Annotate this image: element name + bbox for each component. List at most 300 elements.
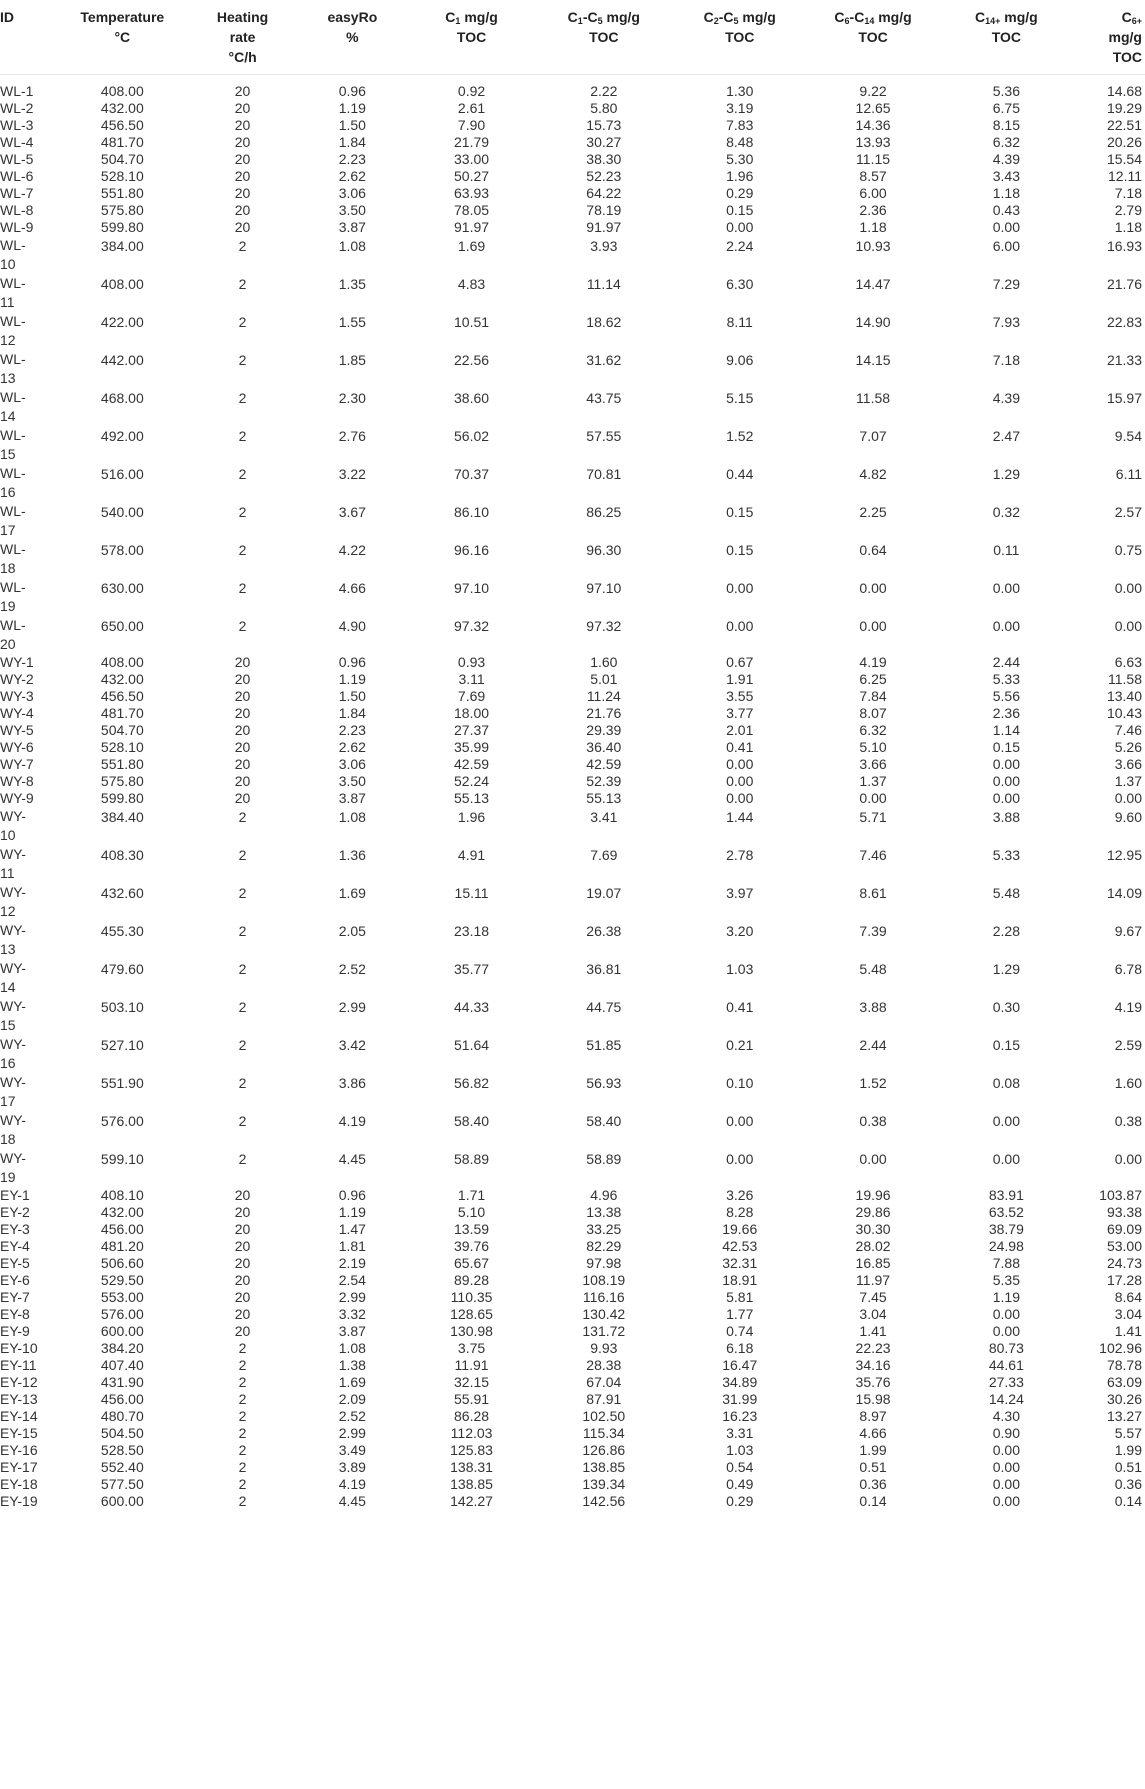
cell-c1: 138.31 xyxy=(450,1458,493,1475)
cell-heating-rate: 20 xyxy=(234,1271,251,1288)
table-row xyxy=(0,845,1145,883)
cell-c2-c5: 1.77 xyxy=(726,1305,754,1322)
cell-temperature: 576.00 xyxy=(100,1305,144,1322)
cell-easyro: 1.35 xyxy=(338,275,366,292)
cell-heating-rate: 2 xyxy=(238,1036,247,1053)
cell-c1-c5: 4.96 xyxy=(590,1186,618,1203)
cell-c2-c5: 0.00 xyxy=(726,218,754,235)
header-line: $C_1-C_5$ mg/g xyxy=(567,9,640,26)
cell-c6-c14: 15.98 xyxy=(855,1390,891,1407)
cell-heating-rate: 2 xyxy=(238,579,247,596)
cell-c6-c14: 29.86 xyxy=(855,1203,891,1220)
cell-c6-c14: 4.82 xyxy=(859,465,887,482)
cell-c1-c5: 86.25 xyxy=(586,503,622,520)
cell-temperature: 504.70 xyxy=(100,721,144,738)
cell-c1: 10.51 xyxy=(454,313,490,330)
cell-heating-rate: 2 xyxy=(238,313,247,330)
cell-id: EY-8 xyxy=(0,1305,30,1322)
cell-easyro: 1.81 xyxy=(338,1237,366,1254)
cell-c6-c14: 0.00 xyxy=(859,579,887,596)
cell-c6plus: 13.27 xyxy=(1106,1407,1142,1424)
cell-temperature: 408.30 xyxy=(100,846,144,863)
table-row xyxy=(0,578,1145,616)
cell-c1: 97.10 xyxy=(454,579,490,596)
table-row xyxy=(0,1073,1145,1111)
cell-easyro: 2.99 xyxy=(338,1288,366,1305)
cell-c6plus: 21.33 xyxy=(1106,351,1142,368)
cell-easyro: 1.69 xyxy=(338,884,366,901)
cell-easyro: 2.62 xyxy=(338,738,366,755)
cell-c6plus: 9.60 xyxy=(1114,808,1142,825)
cell-c6plus: 21.76 xyxy=(1106,275,1142,292)
cell-c6plus: 0.00 xyxy=(1114,617,1142,634)
cell-c6-c14: 2.36 xyxy=(859,201,887,218)
cell-c6-c14: 5.10 xyxy=(859,738,887,755)
cell-c6-c14: 7.07 xyxy=(859,427,887,444)
cell-id: WY-3 xyxy=(0,687,34,704)
cell-c1-c5: 21.76 xyxy=(586,704,622,721)
cell-c6plus: 1.18 xyxy=(1114,218,1142,235)
cell-c14plus: 2.44 xyxy=(992,653,1020,670)
cell-c1-c5: 29.39 xyxy=(586,721,622,738)
cell-id: EY-9 xyxy=(0,1322,30,1339)
cell-c6plus: 2.59 xyxy=(1114,1036,1142,1053)
cell-c14plus: 2.28 xyxy=(992,922,1020,939)
cell-c14plus: 0.00 xyxy=(992,772,1020,789)
cell-heating-rate: 20 xyxy=(234,1220,251,1237)
cell-c14plus: 4.39 xyxy=(992,389,1020,406)
cell-c6-c14: 7.84 xyxy=(859,687,887,704)
cell-easyro: 0.96 xyxy=(338,82,366,99)
cell-id: EY-1 xyxy=(0,1186,30,1203)
cell-heating-rate: 20 xyxy=(234,755,251,772)
cell-id: WY-9 xyxy=(0,789,34,806)
cell-easyro: 0.96 xyxy=(338,1186,366,1203)
cell-c6plus: 0.36 xyxy=(1114,1475,1142,1492)
cell-id: WL- 15 xyxy=(0,426,26,462)
cell-c1: 32.15 xyxy=(454,1373,490,1390)
cell-c6plus: 4.19 xyxy=(1114,998,1142,1015)
header-c6plus xyxy=(1072,0,1145,74)
cell-temperature: 504.50 xyxy=(100,1424,144,1441)
cell-c6plus: 0.00 xyxy=(1114,579,1142,596)
cell-c6-c14: 2.44 xyxy=(859,1036,887,1053)
cell-easyro: 3.50 xyxy=(338,772,366,789)
cell-c1-c5: 55.13 xyxy=(586,789,622,806)
header-line: TOC xyxy=(858,29,888,45)
cell-c6plus: 20.26 xyxy=(1106,133,1142,150)
cell-temperature: 506.60 xyxy=(100,1254,144,1271)
cell-c2-c5: 2.24 xyxy=(726,237,754,254)
cell-temperature: 468.00 xyxy=(100,389,144,406)
cell-c1-c5: 126.86 xyxy=(582,1441,626,1458)
cell-easyro: 3.22 xyxy=(338,465,366,482)
cell-c14plus: 0.00 xyxy=(992,579,1020,596)
cell-heating-rate: 20 xyxy=(234,167,251,184)
cell-c1: 70.37 xyxy=(454,465,490,482)
cell-c2-c5: 0.29 xyxy=(726,1492,754,1509)
cell-c1: 56.82 xyxy=(454,1074,490,1091)
cell-c1-c5: 44.75 xyxy=(586,998,622,1015)
cell-heating-rate: 2 xyxy=(238,1475,247,1492)
cell-c14plus: 6.32 xyxy=(992,133,1020,150)
cell-c14plus: 0.00 xyxy=(992,755,1020,772)
cell-c14plus: 0.43 xyxy=(992,201,1020,218)
cell-c6plus: 15.97 xyxy=(1106,389,1142,406)
cell-temperature: 551.80 xyxy=(100,755,144,772)
table-row xyxy=(0,883,1145,921)
cell-c14plus: 8.15 xyxy=(992,116,1020,133)
table-row xyxy=(0,502,1145,540)
table-row xyxy=(0,1255,1145,1272)
cell-id: WY- 18 xyxy=(0,1111,26,1147)
cell-c6-c14: 9.22 xyxy=(859,82,887,99)
cell-heating-rate: 2 xyxy=(238,1424,247,1441)
cell-temperature: 384.40 xyxy=(100,808,144,825)
table-row xyxy=(0,1442,1145,1459)
header-line: easyRo xyxy=(327,9,378,25)
header-line: TOC xyxy=(725,29,755,45)
cell-temperature: 408.00 xyxy=(100,653,144,670)
cell-temperature: 578.00 xyxy=(100,541,144,558)
cell-easyro: 1.50 xyxy=(338,687,366,704)
cell-id: WL-4 xyxy=(0,133,34,150)
cell-id: WY-7 xyxy=(0,755,34,772)
cell-c6plus: 12.11 xyxy=(1108,167,1142,184)
cell-c14plus: 80.73 xyxy=(988,1339,1024,1356)
cell-easyro: 4.22 xyxy=(338,541,366,558)
cell-heating-rate: 20 xyxy=(234,721,251,738)
table-row xyxy=(0,1272,1145,1289)
cell-heating-rate: 2 xyxy=(238,1112,247,1129)
cell-heating-rate: 20 xyxy=(234,772,251,789)
cell-easyro: 1.85 xyxy=(338,351,366,368)
cell-c14plus: 5.36 xyxy=(992,82,1020,99)
cell-heating-rate: 2 xyxy=(238,237,247,254)
cell-c6plus: 78.78 xyxy=(1106,1356,1142,1373)
cell-temperature: 479.60 xyxy=(100,960,144,977)
cell-id: WL-6 xyxy=(0,167,34,184)
cell-heating-rate: 20 xyxy=(234,116,251,133)
cell-c1-c5: 26.38 xyxy=(586,922,622,939)
table-row xyxy=(0,350,1145,388)
cell-c1: 3.11 xyxy=(458,670,485,687)
cell-c6plus: 63.09 xyxy=(1106,1373,1142,1390)
cell-c1: 23.18 xyxy=(454,922,490,939)
cell-c2-c5: 1.44 xyxy=(726,808,754,825)
header-line: Temperature xyxy=(80,9,165,25)
cell-c6-c14: 14.47 xyxy=(855,275,891,292)
cell-c2-c5: 34.89 xyxy=(722,1373,758,1390)
cell-c2-c5: 0.54 xyxy=(726,1458,754,1475)
cell-id: WL-9 xyxy=(0,218,34,235)
cell-temperature: 407.40 xyxy=(100,1356,144,1373)
table-row xyxy=(0,616,1145,654)
cell-heating-rate: 20 xyxy=(234,687,251,704)
cell-c6-c14: 8.07 xyxy=(859,704,887,721)
cell-c14plus: 2.47 xyxy=(992,427,1020,444)
cell-c1: 7.90 xyxy=(457,116,486,133)
cell-c1: 52.24 xyxy=(454,772,490,789)
cell-c1-c5: 116.16 xyxy=(582,1288,625,1305)
table-row xyxy=(0,274,1145,312)
cell-c14plus: 44.61 xyxy=(988,1356,1024,1373)
table-row xyxy=(0,185,1145,202)
cell-temperature: 650.00 xyxy=(100,617,144,634)
cell-c1-c5: 2.22 xyxy=(590,82,618,99)
table-row xyxy=(0,807,1145,845)
cell-heating-rate: 2 xyxy=(238,1356,247,1373)
cell-c6plus: 10.43 xyxy=(1106,704,1142,721)
cell-easyro: 3.06 xyxy=(338,755,366,772)
cell-c1-c5: 58.89 xyxy=(586,1150,622,1167)
cell-id: EY-12 xyxy=(0,1373,38,1390)
cell-heating-rate: 2 xyxy=(238,1150,247,1167)
cell-c14plus: 7.29 xyxy=(992,275,1020,292)
cell-c1-c5: 36.40 xyxy=(586,738,622,755)
cell-c2-c5: 0.00 xyxy=(726,755,754,772)
cell-c14plus: 0.30 xyxy=(992,998,1020,1015)
cell-c6-c14: 6.00 xyxy=(859,184,887,201)
cell-id: WY-1 xyxy=(0,653,34,670)
cell-c1-c5: 3.93 xyxy=(590,237,618,254)
cell-c1: 15.11 xyxy=(454,884,489,901)
cell-c1: 0.92 xyxy=(457,82,486,99)
cell-id: WL- 11 xyxy=(0,274,26,310)
cell-heating-rate: 2 xyxy=(238,1339,247,1356)
cell-heating-rate: 2 xyxy=(238,541,247,558)
cell-c1: 78.05 xyxy=(454,201,490,218)
cell-c6-c14: 14.15 xyxy=(855,351,891,368)
cell-c1: 0.93 xyxy=(457,653,486,670)
cell-c6-c14: 4.66 xyxy=(859,1424,887,1441)
cell-c6-c14: 8.61 xyxy=(859,884,887,901)
cell-c1: 7.69 xyxy=(457,687,486,704)
cell-c2-c5: 0.29 xyxy=(726,184,754,201)
cell-id: WY- 12 xyxy=(0,883,26,919)
cell-easyro: 2.62 xyxy=(338,167,366,184)
cell-heating-rate: 20 xyxy=(234,99,251,116)
cell-temperature: 456.50 xyxy=(100,116,144,133)
table-row xyxy=(0,739,1145,756)
cell-c14plus: 4.30 xyxy=(992,1407,1020,1424)
cell-heating-rate: 2 xyxy=(238,884,247,901)
cell-id: WY- 15 xyxy=(0,997,26,1033)
cell-temperature: 432.00 xyxy=(100,1203,144,1220)
cell-id: WY- 16 xyxy=(0,1035,26,1071)
cell-c6plus: 16.93 xyxy=(1106,237,1142,254)
cell-c1: 1.71 xyxy=(457,1186,486,1203)
cell-temperature: 408.00 xyxy=(100,82,144,99)
cell-temperature: 600.00 xyxy=(100,1492,144,1509)
cell-heating-rate: 2 xyxy=(238,503,247,520)
cell-c1-c5: 9.93 xyxy=(590,1339,618,1356)
cell-easyro: 0.96 xyxy=(338,653,366,670)
cell-c14plus: 83.91 xyxy=(988,1186,1024,1203)
cell-heating-rate: 2 xyxy=(238,846,247,863)
cell-c14plus: 0.00 xyxy=(992,1322,1020,1339)
table-row xyxy=(0,219,1145,236)
cell-c6plus: 5.26 xyxy=(1114,738,1142,755)
cell-temperature: 528.50 xyxy=(100,1441,144,1458)
cell-id: EY-13 xyxy=(0,1390,38,1407)
cell-heating-rate: 2 xyxy=(238,1492,247,1509)
cell-temperature: 503.10 xyxy=(100,998,144,1015)
cell-c14plus: 1.18 xyxy=(992,184,1020,201)
cell-c2-c5: 18.91 xyxy=(722,1271,758,1288)
cell-id: WL- 13 xyxy=(0,350,26,386)
cell-easyro: 1.08 xyxy=(338,1339,366,1356)
cell-c6-c14: 1.37 xyxy=(859,772,887,789)
cell-c6plus: 6.11 xyxy=(1115,465,1142,482)
cell-c6plus: 1.41 xyxy=(1114,1322,1142,1339)
cell-c6-c14: 8.97 xyxy=(859,1407,887,1424)
cell-c6-c14: 35.76 xyxy=(855,1373,891,1390)
cell-c1-c5: 36.81 xyxy=(586,960,622,977)
cell-temperature: 516.00 xyxy=(100,465,144,482)
cell-c6plus: 9.67 xyxy=(1114,922,1142,939)
header-c1-c5 xyxy=(533,0,674,74)
cell-temperature: 432.00 xyxy=(100,670,144,687)
table-row xyxy=(0,426,1145,464)
cell-easyro: 1.47 xyxy=(338,1220,366,1237)
table-row xyxy=(0,1238,1145,1255)
cell-c1-c5: 28.38 xyxy=(586,1356,622,1373)
cell-c2-c5: 0.10 xyxy=(726,1074,754,1091)
cell-c6-c14: 0.00 xyxy=(859,789,887,806)
cell-c14plus: 0.00 xyxy=(992,1112,1020,1129)
cell-c1: 13.59 xyxy=(454,1220,490,1237)
cell-c2-c5: 16.47 xyxy=(722,1356,758,1373)
cell-c6plus: 22.83 xyxy=(1106,313,1142,330)
cell-c2-c5: 8.28 xyxy=(726,1203,754,1220)
cell-c14plus: 27.33 xyxy=(988,1373,1024,1390)
cell-c6plus: 0.00 xyxy=(1114,789,1142,806)
cell-c6-c14: 3.04 xyxy=(859,1305,887,1322)
cell-c14plus: 0.00 xyxy=(992,617,1020,634)
cell-c6plus: 1.37 xyxy=(1114,772,1142,789)
cell-heating-rate: 2 xyxy=(238,1373,247,1390)
cell-temperature: 599.80 xyxy=(100,789,144,806)
cell-easyro: 1.55 xyxy=(338,313,366,330)
cell-c14plus: 5.33 xyxy=(992,846,1020,863)
cell-heating-rate: 2 xyxy=(238,465,247,482)
cell-c6plus: 1.99 xyxy=(1114,1441,1142,1458)
table-row xyxy=(0,1459,1145,1476)
cell-c14plus: 4.39 xyxy=(992,150,1020,167)
cell-c14plus: 0.32 xyxy=(992,503,1020,520)
cell-c6-c14: 14.90 xyxy=(855,313,891,330)
cell-c1-c5: 131.72 xyxy=(582,1322,626,1339)
cell-c1-c5: 19.07 xyxy=(586,884,622,901)
table-row xyxy=(0,464,1145,502)
cell-c1: 58.89 xyxy=(454,1150,490,1167)
table-row xyxy=(0,1289,1145,1306)
cell-easyro: 2.30 xyxy=(338,389,366,406)
cell-heating-rate: 20 xyxy=(234,1237,251,1254)
cell-c1-c5: 42.59 xyxy=(586,755,622,772)
cell-c1-c5: 15.73 xyxy=(586,116,622,133)
header-c2-c5 xyxy=(674,0,805,74)
cell-c2-c5: 5.81 xyxy=(726,1288,754,1305)
cell-id: EY-19 xyxy=(0,1492,38,1509)
cell-id: EY-6 xyxy=(0,1271,30,1288)
table-row xyxy=(0,1221,1145,1238)
cell-id: EY-2 xyxy=(0,1203,30,1220)
cell-temperature: 527.10 xyxy=(100,1036,144,1053)
table-row xyxy=(0,151,1145,168)
cell-heating-rate: 20 xyxy=(234,670,251,687)
cell-c1-c5: 78.19 xyxy=(586,201,622,218)
table-row xyxy=(0,790,1145,807)
cell-temperature: 408.10 xyxy=(100,1186,144,1203)
table-row xyxy=(0,540,1145,578)
cell-c1-c5: 91.97 xyxy=(586,218,622,235)
table-row xyxy=(0,134,1145,151)
table-row xyxy=(0,312,1145,350)
cell-c6-c14: 19.96 xyxy=(855,1186,891,1203)
cell-c14plus: 0.00 xyxy=(992,218,1020,235)
header-line: % xyxy=(346,29,359,45)
cell-c6-c14: 2.25 xyxy=(859,503,887,520)
cell-c14plus: 5.56 xyxy=(992,687,1020,704)
cell-c1: 39.76 xyxy=(454,1237,490,1254)
cell-heating-rate: 20 xyxy=(234,704,251,721)
header-line: TOC xyxy=(1112,49,1142,65)
cell-c1-c5: 96.30 xyxy=(586,541,622,558)
cell-heating-rate: 20 xyxy=(234,1186,251,1203)
cell-c6-c14: 7.45 xyxy=(859,1288,887,1305)
cell-c2-c5: 42.53 xyxy=(722,1237,758,1254)
cell-c6-c14: 14.36 xyxy=(855,116,891,133)
cell-c2-c5: 0.00 xyxy=(726,1150,754,1167)
cell-temperature: 481.70 xyxy=(100,133,144,150)
cell-temperature: 456.00 xyxy=(100,1220,144,1237)
cell-c1: 21.79 xyxy=(454,133,490,150)
cell-easyro: 1.08 xyxy=(338,808,366,825)
cell-c6plus: 6.78 xyxy=(1114,960,1142,977)
cell-c6plus: 5.57 xyxy=(1114,1424,1142,1441)
header-line: $C_6-C_{14}$ mg/g xyxy=(834,9,912,26)
cell-id: WL- 14 xyxy=(0,388,26,424)
cell-c2-c5: 0.15 xyxy=(726,201,754,218)
cell-c6plus: 24.73 xyxy=(1106,1254,1142,1271)
cell-c2-c5: 0.41 xyxy=(726,998,754,1015)
cell-easyro: 2.19 xyxy=(338,1254,366,1271)
cell-c1: 1.96 xyxy=(457,808,486,825)
cell-temperature: 431.90 xyxy=(100,1373,144,1390)
cell-id: WY-5 xyxy=(0,721,34,738)
cell-c6plus: 6.63 xyxy=(1114,653,1142,670)
cell-heating-rate: 20 xyxy=(234,1203,251,1220)
cell-easyro: 3.89 xyxy=(338,1458,366,1475)
cell-c6plus: 3.66 xyxy=(1114,755,1142,772)
cell-c14plus: 38.79 xyxy=(988,1220,1024,1237)
cell-c14plus: 0.15 xyxy=(992,738,1020,755)
cell-id: WY-4 xyxy=(0,704,34,721)
cell-id: WY-2 xyxy=(0,670,34,687)
cell-c6-c14: 3.66 xyxy=(859,755,887,772)
cell-temperature: 575.80 xyxy=(100,201,144,218)
cell-temperature: 551.90 xyxy=(100,1074,144,1091)
cell-c6-c14: 6.25 xyxy=(859,670,887,687)
cell-easyro: 2.09 xyxy=(338,1390,366,1407)
table-row xyxy=(0,705,1145,722)
cell-c1: 35.77 xyxy=(454,960,490,977)
cell-temperature: 480.70 xyxy=(100,1407,144,1424)
cell-c1: 55.13 xyxy=(454,789,490,806)
cell-c1: 27.37 xyxy=(454,721,490,738)
